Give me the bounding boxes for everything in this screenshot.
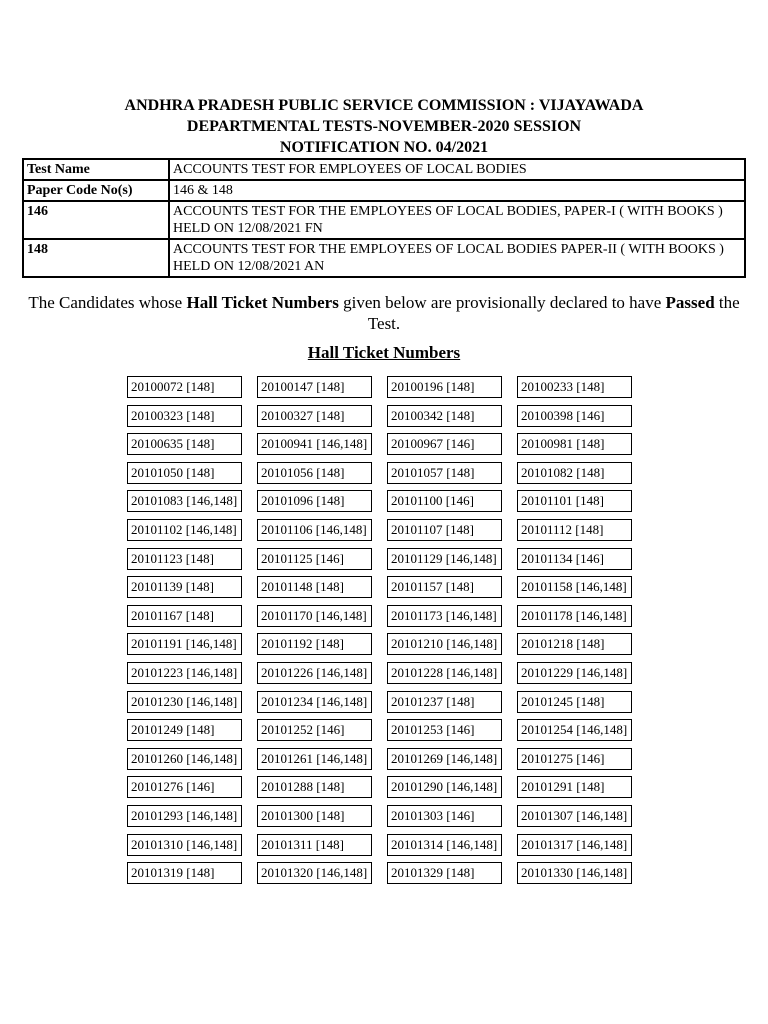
hall-ticket-grid — [127, 376, 632, 884]
hall-ticket-cell: 20101139 [148] — [127, 576, 242, 598]
intro-text: the Test. — [367, 293, 740, 333]
hall-ticket-cell: 20101083 [146,148] — [127, 490, 242, 512]
hall-ticket-cell: 20100967 [146] — [387, 433, 502, 455]
hall-ticket-cell: 20101320 [146,148] — [257, 862, 372, 884]
hall-ticket-cell: 20101148 [148] — [257, 576, 372, 598]
hall-ticket-cell: 20100072 [148] — [127, 376, 242, 398]
hall-ticket-cell: 20101226 [146,148] — [257, 662, 372, 684]
test-info-table — [22, 158, 746, 278]
hall-ticket-cell: 20100323 [148] — [127, 405, 242, 427]
hall-ticket-cell: 20101057 [148] — [387, 462, 502, 484]
hall-ticket-cell: 20101167 [148] — [127, 605, 242, 627]
hall-ticket-cell: 20101300 [148] — [257, 805, 372, 827]
hall-ticket-cell: 20101134 [146] — [517, 548, 632, 570]
hall-ticket-cell: 20101252 [146] — [257, 719, 372, 741]
hall-ticket-cell: 20101107 [148] — [387, 519, 502, 541]
hall-ticket-cell: 20101288 [148] — [257, 776, 372, 798]
intro-text: given below are provisionally declared to have — [338, 293, 666, 312]
hall-ticket-cell: 20100941 [146,148] — [257, 433, 372, 455]
hall-ticket-cell: 20101223 [146,148] — [127, 662, 242, 684]
hall-ticket-cell: 20100981 [148] — [517, 433, 632, 455]
hall-ticket-cell: 20100635 [148] — [127, 433, 242, 455]
hall-ticket-cell: 20101261 [146,148] — [257, 748, 372, 770]
hall-ticket-cell: 20101125 [146] — [257, 548, 372, 570]
hall-ticket-cell: 20100327 [148] — [257, 405, 372, 427]
info-key: 146 — [23, 201, 169, 239]
hall-ticket-cell: 20101291 [148] — [517, 776, 632, 798]
commission-title: ANDHRA PRADESH PUBLIC SERVICE COMMISSION : VIJAYAWADA — [124, 97, 644, 114]
info-key: Test Name — [23, 159, 169, 180]
intro-paragraph — [20, 292, 748, 334]
hall-ticket-cell: 20101317 [146,148] — [517, 834, 632, 856]
hall-ticket-cell: 20101123 [148] — [127, 548, 242, 570]
hall-ticket-cell: 20101170 [146,148] — [257, 605, 372, 627]
info-value: 146 & 148 — [169, 180, 745, 201]
hall-ticket-cell: 20101082 [148] — [517, 462, 632, 484]
hall-ticket-cell: 20101249 [148] — [127, 719, 242, 741]
hall-ticket-cell: 20101229 [146,148] — [517, 662, 632, 684]
hall-ticket-heading-text: Hall Ticket Numbers — [307, 343, 461, 362]
hall-ticket-cell: 20101050 [148] — [127, 462, 242, 484]
hall-ticket-cell: 20101329 [148] — [387, 862, 502, 884]
hall-ticket-cell: 20101191 [146,148] — [127, 633, 242, 655]
hall-ticket-cell: 20101314 [146,148] — [387, 834, 502, 856]
info-value: ACCOUNTS TEST FOR THE EMPLOYEES OF LOCAL BODIES, PAPER-I ( WITH BOOKS ) HELD ON 12/08/2021 FN — [169, 201, 745, 239]
hall-ticket-cell: 20101253 [146] — [387, 719, 502, 741]
hall-ticket-cell: 20101269 [146,148] — [387, 748, 502, 770]
hall-ticket-cell: 20101106 [146,148] — [257, 519, 372, 541]
hall-ticket-cell: 20101158 [146,148] — [517, 576, 632, 598]
hall-ticket-cell: 20101234 [146,148] — [257, 691, 372, 713]
info-row — [23, 239, 745, 277]
hall-ticket-cell: 20101178 [146,148] — [517, 605, 632, 627]
hall-ticket-cell: 20101276 [146] — [127, 776, 242, 798]
info-key: 148 — [23, 239, 169, 277]
info-key: Paper Code No(s) — [23, 180, 169, 201]
hall-ticket-cell: 20100196 [148] — [387, 376, 502, 398]
hall-ticket-cell: 20101192 [148] — [257, 633, 372, 655]
intro-bold: Passed — [665, 293, 715, 312]
info-row — [23, 201, 745, 239]
info-value: ACCOUNTS TEST FOR THE EMPLOYEES OF LOCAL BODIES PAPER-II ( WITH BOOKS ) HELD ON 12/08/2021 AN — [169, 239, 745, 277]
hall-ticket-cell: 20101173 [146,148] — [387, 605, 502, 627]
intro-text: The Candidates whose — [28, 293, 187, 312]
document-header — [0, 95, 768, 158]
info-value: ACCOUNTS TEST FOR EMPLOYEES OF LOCAL BODIES — [169, 159, 745, 180]
hall-ticket-cell: 20101157 [148] — [387, 576, 502, 598]
hall-ticket-cell: 20101275 [146] — [517, 748, 632, 770]
hall-ticket-cell: 20101056 [148] — [257, 462, 372, 484]
hall-ticket-cell: 20101310 [146,148] — [127, 834, 242, 856]
hall-ticket-cell: 20101319 [148] — [127, 862, 242, 884]
hall-ticket-cell: 20101303 [146] — [387, 805, 502, 827]
session-title: DEPARTMENTAL TESTS-NOVEMBER-2020 SESSION — [186, 118, 582, 135]
hall-ticket-cell: 20100398 [146] — [517, 405, 632, 427]
hall-ticket-cell: 20101218 [148] — [517, 633, 632, 655]
hall-ticket-cell: 20101102 [146,148] — [127, 519, 242, 541]
notification-number: NOTIFICATION NO. 04/2021 — [279, 139, 489, 156]
hall-ticket-cell: 20101112 [148] — [517, 519, 632, 541]
hall-ticket-cell: 20101228 [146,148] — [387, 662, 502, 684]
hall-ticket-cell: 20101260 [146,148] — [127, 748, 242, 770]
hall-ticket-cell: 20100147 [148] — [257, 376, 372, 398]
hall-ticket-cell: 20101330 [146,148] — [517, 862, 632, 884]
intro-bold: Hall Ticket Numbers — [186, 293, 339, 312]
hall-ticket-cell: 20101254 [146,148] — [517, 719, 632, 741]
hall-ticket-cell: 20101293 [146,148] — [127, 805, 242, 827]
hall-ticket-cell: 20101307 [146,148] — [517, 805, 632, 827]
hall-ticket-cell: 20100233 [148] — [517, 376, 632, 398]
hall-ticket-cell: 20101210 [146,148] — [387, 633, 502, 655]
hall-ticket-cell: 20101100 [146] — [387, 490, 502, 512]
info-row — [23, 180, 745, 201]
hall-ticket-heading — [0, 343, 768, 363]
hall-ticket-cell: 20101101 [148] — [517, 490, 632, 512]
hall-ticket-cell: 20101245 [148] — [517, 691, 632, 713]
info-row — [23, 159, 745, 180]
hall-ticket-cell: 20101311 [148] — [257, 834, 372, 856]
hall-ticket-cell: 20100342 [148] — [387, 405, 502, 427]
hall-ticket-cell: 20101129 [146,148] — [387, 548, 502, 570]
hall-ticket-cell: 20101096 [148] — [257, 490, 372, 512]
hall-ticket-cell: 20101230 [146,148] — [127, 691, 242, 713]
hall-ticket-cell: 20101237 [148] — [387, 691, 502, 713]
hall-ticket-cell: 20101290 [146,148] — [387, 776, 502, 798]
